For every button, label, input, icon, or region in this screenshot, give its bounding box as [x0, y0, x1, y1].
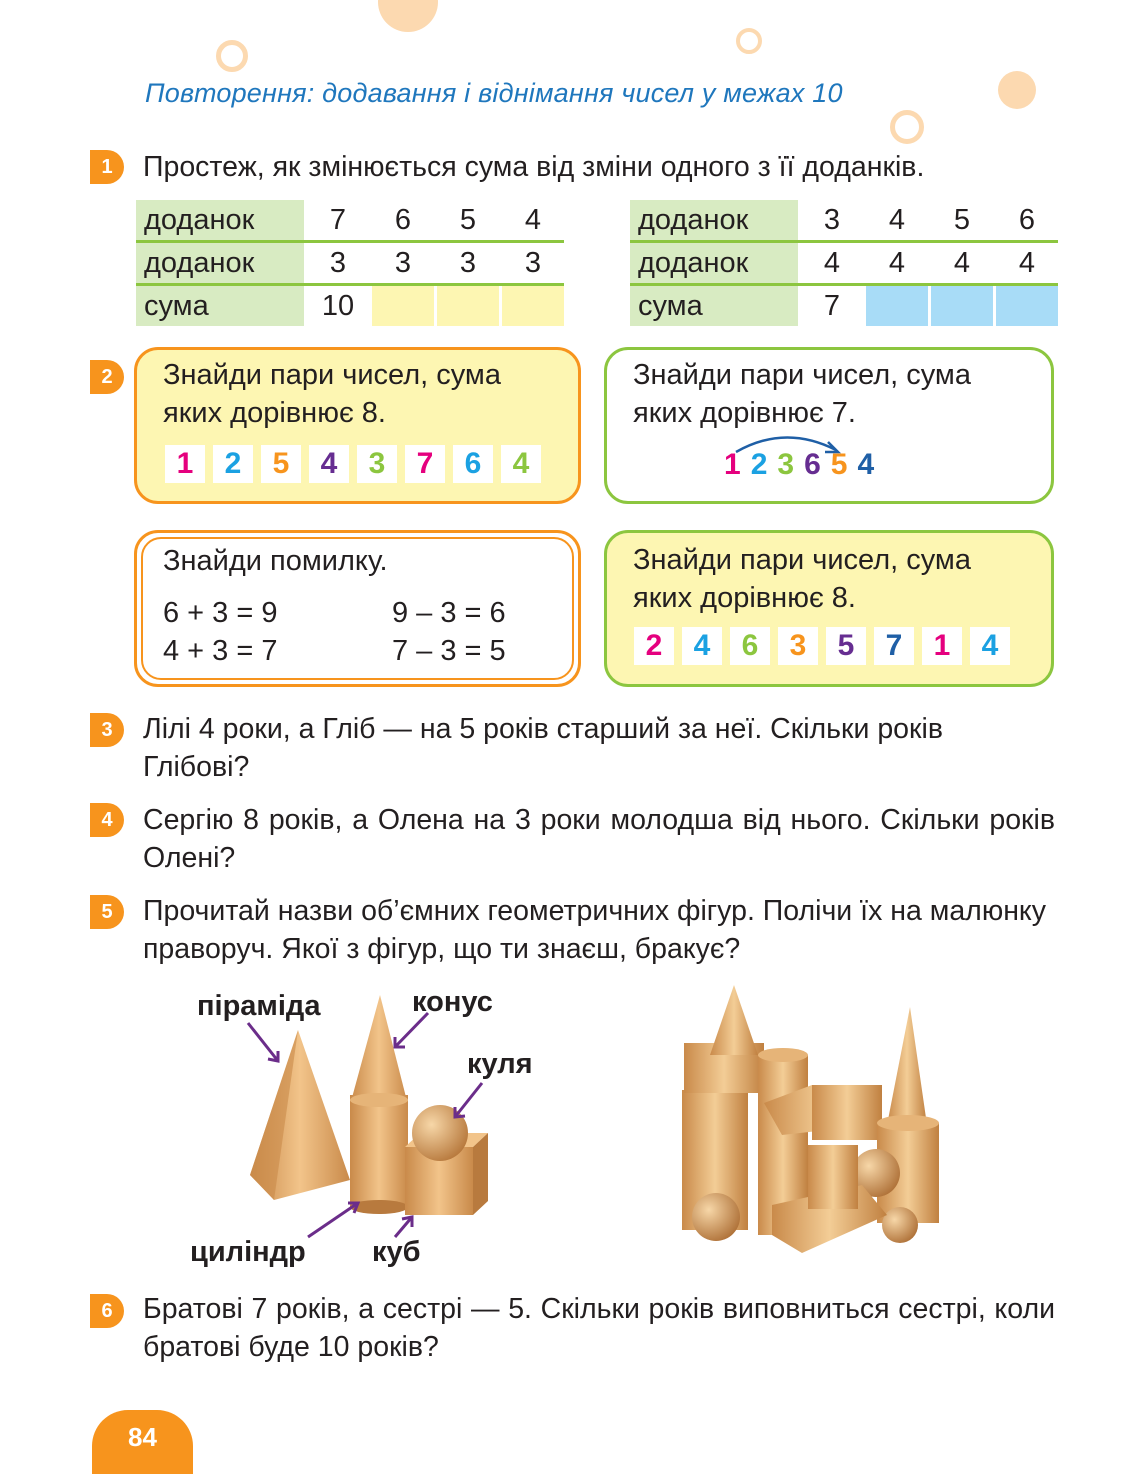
label-cone: конус: [412, 986, 493, 1018]
sequence-number: 3: [777, 448, 795, 481]
decor-ring: [890, 110, 924, 144]
task1-text: Простеж, як змінюється сума від зміни одного з її доданків.: [143, 151, 925, 183]
task3-text: Лілі 4 роки, а Гліб — на 5 років старший за неї. Скільки років Глібові?: [143, 713, 943, 783]
table-cell: 3: [371, 242, 436, 285]
box-text-line: Знайди пари чисел, сума: [163, 359, 502, 391]
answer-cell[interactable]: [865, 285, 930, 327]
table-label: доданок: [630, 242, 800, 285]
label-cylinder: циліндр: [190, 1236, 306, 1268]
answer-cell[interactable]: [436, 285, 501, 327]
number-tile[interactable]: 6: [453, 445, 493, 483]
box-text-line: яких дорівнює 7.: [633, 397, 856, 429]
table-label: доданок: [136, 242, 306, 285]
number-tile[interactable]: 7: [874, 627, 914, 665]
number-tile[interactable]: 3: [357, 445, 397, 483]
label-cube: куб: [372, 1236, 421, 1268]
number-tile[interactable]: 4: [970, 627, 1010, 665]
equation: 7 – 3 = 5: [392, 635, 506, 667]
task-number-badge: 3: [90, 713, 124, 747]
page-title: Повторення: додавання і віднімання чисел у межах 10: [145, 78, 843, 108]
box-text: [633, 541, 971, 617]
number-sequence: [724, 448, 874, 482]
number-tile[interactable]: 6: [730, 627, 770, 665]
table-cell: 7: [800, 285, 865, 327]
table-cell: 4: [995, 242, 1059, 285]
number-tile[interactable]: 4: [501, 445, 541, 483]
table-label: доданок: [630, 200, 800, 242]
table-label: доданок: [136, 200, 306, 242]
number-tile[interactable]: 1: [165, 445, 205, 483]
task-number-badge: 1: [90, 150, 124, 184]
table-cell: 3: [501, 242, 565, 285]
equation: 9 – 3 = 6: [392, 597, 506, 629]
table-cell: 4: [501, 200, 565, 242]
task5-text: Прочитай назви об’ємних геометричних фігур. Полічи їх на малюнку праворуч. Якої з фігур, що ти знаєш, бракує?: [143, 895, 1046, 965]
number-tile[interactable]: 2: [634, 627, 674, 665]
label-pyramid: піраміда: [197, 990, 321, 1022]
label-sphere: куля: [467, 1048, 533, 1080]
box-text: [633, 356, 971, 432]
sum-table-left: [136, 200, 564, 326]
sequence-number: 5: [830, 448, 848, 481]
sequence-number: 4: [857, 448, 875, 481]
table-label: сума: [630, 285, 800, 327]
equation: 6 + 3 = 9: [163, 597, 278, 629]
decor-circle: [998, 71, 1036, 109]
task4-text: Сергію 8 років, а Олена на 3 роки молодша від нього. Скільки років Олені?: [143, 804, 1055, 874]
task-number-badge: 5: [90, 895, 124, 929]
number-tile[interactable]: 2: [213, 445, 253, 483]
answer-cell[interactable]: [501, 285, 565, 327]
number-tiles: [165, 445, 541, 483]
box-text-line: яких дорівнює 8.: [163, 397, 386, 429]
table-cell: 6: [371, 200, 436, 242]
number-tile[interactable]: 3: [778, 627, 818, 665]
decor-ring: [216, 40, 248, 72]
answer-cell[interactable]: [930, 285, 995, 327]
number-tile[interactable]: 5: [261, 445, 301, 483]
table-cell: 6: [995, 200, 1059, 242]
table-cell: 4: [865, 200, 930, 242]
table-label: сума: [136, 285, 306, 327]
equation: 4 + 3 = 7: [163, 635, 278, 667]
box-text: [163, 356, 501, 432]
table-cell: 4: [800, 242, 865, 285]
cone-shape: [350, 995, 408, 1105]
table-cell: 3: [436, 242, 501, 285]
task-number-badge: 6: [90, 1294, 124, 1328]
sequence-number: 1: [724, 448, 741, 481]
box-title: Знайди помилку.: [163, 545, 388, 577]
table-cell: 5: [930, 200, 995, 242]
sequence-number: 2: [750, 448, 768, 481]
box-text-line: яких дорівнює 8.: [633, 582, 856, 614]
table-cell: 10: [306, 285, 371, 327]
task-number-badge: 2: [90, 360, 124, 394]
cylinder-shape: [350, 1095, 408, 1207]
table-cell: 3: [800, 200, 865, 242]
box-text-line: Знайди пари чисел, сума: [633, 544, 972, 576]
table-cell: 7: [306, 200, 371, 242]
wooden-blocks-image: [672, 985, 952, 1270]
number-tile[interactable]: 4: [309, 445, 349, 483]
number-tile[interactable]: 4: [682, 627, 722, 665]
number-tile[interactable]: 7: [405, 445, 445, 483]
labelled-shapes-illustration: [190, 985, 550, 1265]
sum-table-right: [630, 200, 1058, 326]
answer-cell[interactable]: [371, 285, 436, 327]
number-tiles: [634, 627, 1010, 665]
decor-ring: [736, 28, 762, 54]
table-cell: 3: [306, 242, 371, 285]
task-number-badge: 4: [90, 803, 124, 837]
number-tile[interactable]: 1: [922, 627, 962, 665]
box-text-line: Знайди пари чисел, сума: [633, 359, 972, 391]
decor-circle: [378, 0, 438, 32]
table-cell: 5: [436, 200, 501, 242]
table-cell: 4: [865, 242, 930, 285]
page-number: 84: [92, 1410, 193, 1474]
answer-cell[interactable]: [995, 285, 1059, 327]
sequence-number: 6: [804, 448, 821, 481]
task6-text: Братові 7 років, а сестрі — 5. Скільки років виповниться сестрі, коли братові буде 10 років?: [143, 1293, 1055, 1363]
number-tile[interactable]: 5: [826, 627, 866, 665]
table-cell: 4: [930, 242, 995, 285]
